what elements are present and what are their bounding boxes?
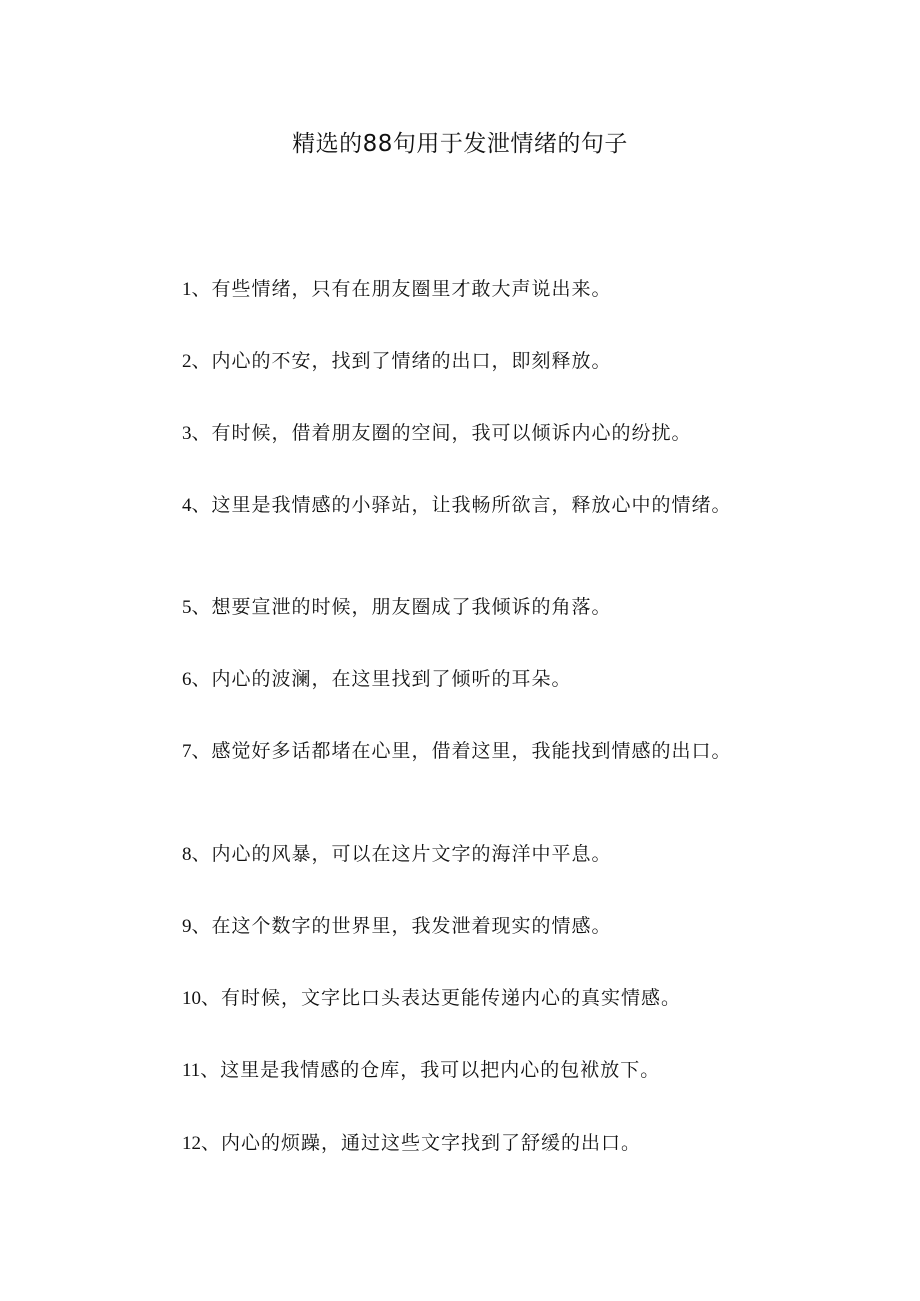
item-text: 、有时候，借着朋友圈的空间，我可以倾诉内心的纷扰。 bbox=[191, 422, 692, 444]
list-item bbox=[182, 840, 742, 869]
item-number: 5 bbox=[182, 597, 192, 618]
item-number: 7 bbox=[182, 741, 192, 762]
item-text: 、内心的风暴，可以在这片文字的海洋中平息。 bbox=[191, 843, 612, 865]
item-number: 4 bbox=[182, 495, 192, 516]
item-number: 9 bbox=[182, 916, 192, 937]
list-item bbox=[182, 275, 742, 304]
item-number: 11 bbox=[182, 1060, 201, 1081]
item-text: 、内心的不安，找到了情绪的出口，即刻释放。 bbox=[191, 350, 612, 372]
list-item bbox=[182, 593, 742, 622]
item-number: 2 bbox=[182, 351, 192, 372]
list-item bbox=[182, 1056, 742, 1085]
list-item bbox=[182, 347, 742, 376]
item-text: 、内心的烦躁，通过这些文字找到了舒缓的出口。 bbox=[201, 1132, 642, 1154]
list-item bbox=[182, 491, 742, 520]
item-text: 、有些情绪，只有在朋友圈里才敢大声说出来。 bbox=[191, 278, 612, 300]
list-item bbox=[182, 912, 742, 941]
item-number: 8 bbox=[182, 844, 192, 865]
item-number: 6 bbox=[182, 669, 192, 690]
item-number: 12 bbox=[182, 1133, 201, 1154]
item-text: 、有时候，文字比口头表达更能传递内心的真实情感。 bbox=[201, 987, 682, 1009]
item-text: 、在这个数字的世界里，我发泄着现实的情感。 bbox=[191, 915, 612, 937]
item-text: 、想要宣泄的时候，朋友圈成了我倾诉的角落。 bbox=[191, 596, 612, 618]
item-text: 、这里是我情感的仓库，我可以把内心的包袱放下。 bbox=[200, 1059, 661, 1081]
item-number: 1 bbox=[182, 279, 192, 300]
document-title: 精选的88句用于发泄情绪的句子 bbox=[292, 131, 628, 157]
item-text: 、内心的波澜，在这里找到了倾听的耳朵。 bbox=[191, 668, 572, 690]
list-item bbox=[182, 984, 742, 1013]
list-item bbox=[182, 665, 742, 694]
item-text: 、这里是我情感的小驿站，让我畅所欲言，释放心中的情绪。 bbox=[191, 494, 732, 516]
item-number: 3 bbox=[182, 423, 192, 444]
item-text: 、感觉好多话都堵在心里，借着这里，我能找到情感的出口。 bbox=[191, 740, 732, 762]
list-item bbox=[182, 419, 742, 448]
list-item bbox=[182, 737, 742, 766]
list-item bbox=[182, 1129, 742, 1158]
item-number: 10 bbox=[182, 988, 201, 1009]
